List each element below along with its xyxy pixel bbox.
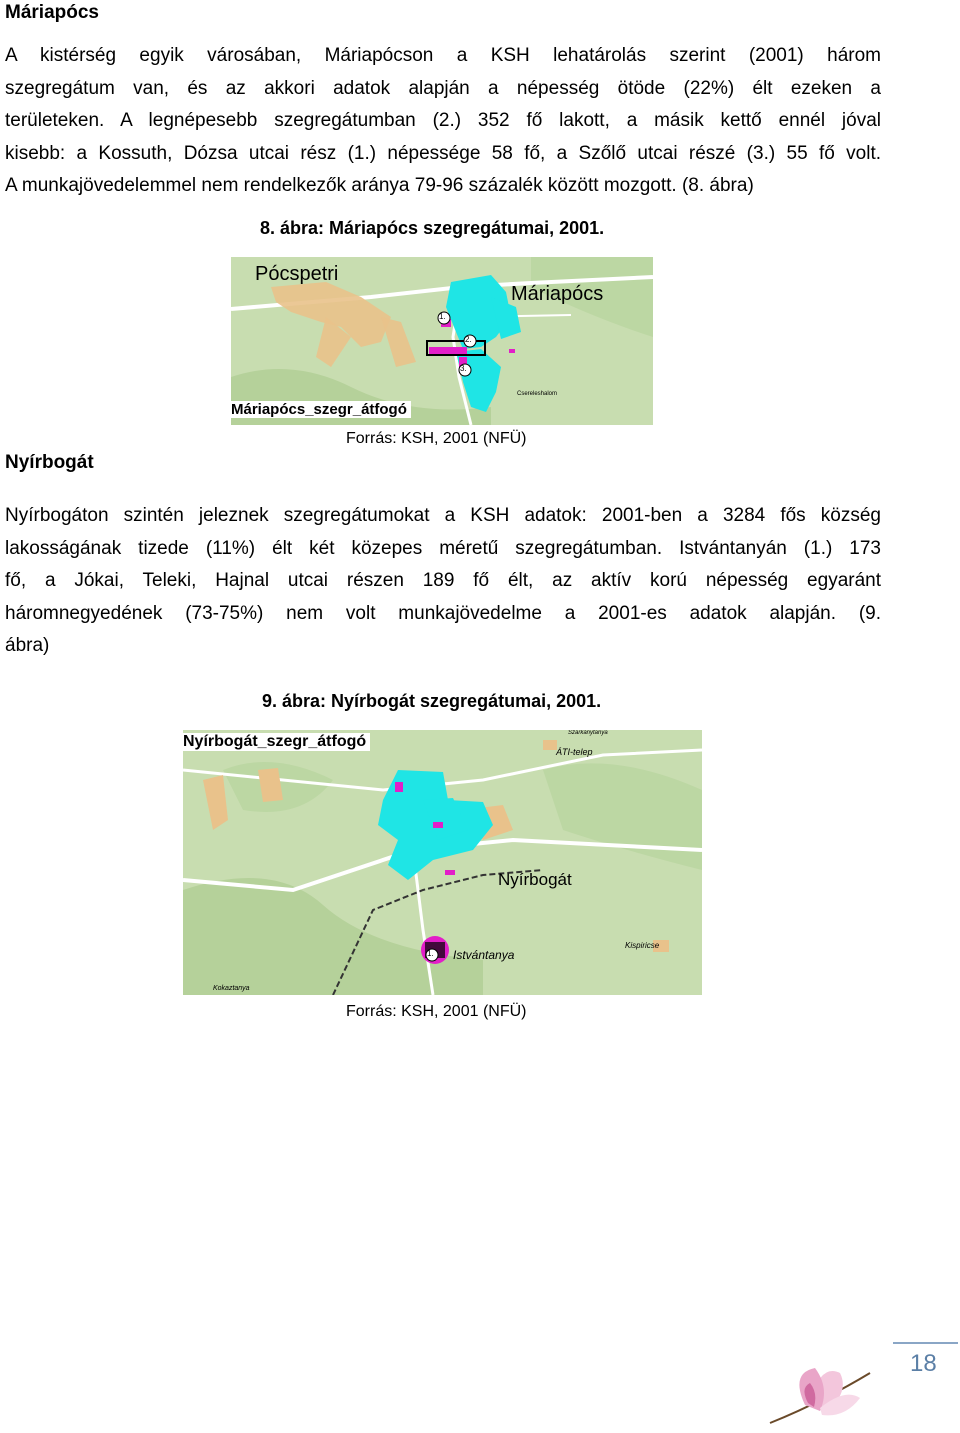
map-nyirbogat-graphic (183, 730, 702, 995)
paragraph-line: területeken. A legnépesebb szegregátumban (2.) 352 fő lakott, a másik kettő ennél jóval (5, 110, 881, 131)
paragraph-line: A munkajövedelemmel nem rendelkezők aránya 79-96 százalék között mozgott. (8. ábra) (5, 175, 754, 196)
paragraph-line: A kistérség egyik városában, Máriapócson a KSH lehatárolás szerint (2001) három (5, 45, 881, 66)
map-small-label: Csereleshalom (517, 391, 558, 397)
map-label-kokaztanya: Kokaztanya (213, 985, 250, 992)
section-heading-mariapocs: Máriapócs (5, 2, 99, 23)
magnolia-flower-decoration (750, 1343, 880, 1431)
paragraph-mariapocs (5, 40, 881, 203)
magnolia-flower-icon (750, 1343, 880, 1431)
map-label-mariapocs: Máriapócs (511, 283, 604, 305)
page-number: 18 (910, 1350, 937, 1377)
paragraph-nyirbogat (5, 500, 881, 663)
page-number-rule (893, 1342, 958, 1344)
map-marker-1: 1. (439, 312, 446, 321)
map-label-istvantanya: Istvántanya (453, 948, 515, 962)
map-marker-3: 3. (460, 364, 467, 373)
map-label-nyirbogat: Nyírbogát (498, 870, 572, 889)
paragraph-line: fő, a Jókai, Teleki, Hajnal utcai részen 189 fő élt, az aktív korú népesség egyaránt (5, 570, 881, 591)
figure-caption-8: 8. ábra: Máriapócs szegregátumai, 2001. (260, 218, 605, 238)
paragraph-line: Nyírbogáton szintén jeleznek szegregátumokat a KSH adatok: 2001-ben a 3284 fős község (5, 505, 881, 526)
map-title-nyirbogat: Nyírbogát_szegr_átfogó (183, 733, 370, 751)
paragraph-line: szegregátum van, és az akkori adatok alapján a népesség ötöde (22%) élt ezeken a (5, 77, 881, 99)
map-label-kispiricse: Kispiricse (625, 941, 660, 950)
map-marker-1: 1. (427, 949, 434, 958)
source-note-1: Forrás: KSH, 2001 (NFÜ) (346, 430, 527, 447)
map-nyirbogat (183, 730, 702, 995)
map-mariapocs (231, 257, 653, 425)
map-marker-2: 2. (465, 335, 472, 344)
map-label-szarkanytanya: Szárkánytanya (568, 730, 608, 736)
figure-caption-9: 9. ábra: Nyírbogát szegregátumai, 2001. (262, 691, 602, 711)
section-heading-nyirbogat: Nyírbogát (5, 452, 94, 473)
paragraph-line: kisebb: a Kossuth, Dózsa utcai rész (1.) népessége 58 fő, a Szőlő utcai részé (3.) 55 fő volt. (5, 142, 881, 164)
paragraph-line: ábra) (5, 635, 50, 656)
map-title-mariapocs: Máriapócs_szegr_átfogó (231, 401, 411, 418)
paragraph-line: háromnegyedének (73-75%) nem volt munkajövedelme a 2001-es adatok alapján. (9. (5, 602, 881, 624)
source-note-2: Forrás: KSH, 2001 (NFÜ) (346, 1003, 527, 1020)
map-label-ati-telep: ÁTI-telep (556, 747, 593, 757)
map-label-pocspetri: Pócspetri (255, 263, 339, 285)
paragraph-line: lakosságának tizede (11%) élt két közepes méretű szegregátumban. Istvántanyán (1.) 173 (5, 537, 881, 559)
